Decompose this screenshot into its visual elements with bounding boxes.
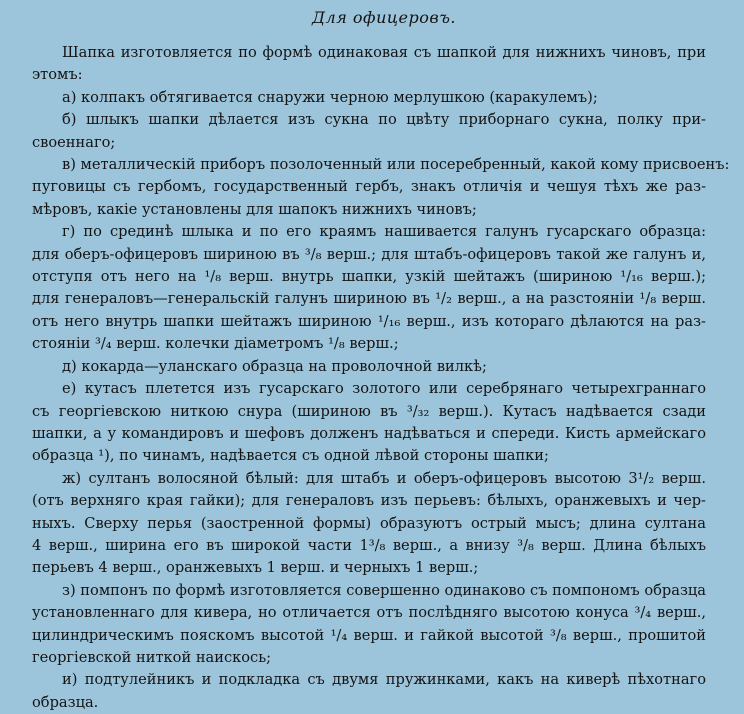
text-line: ныхъ. Сверху перья (заостренной формы) образуютъ острый мысъ; длина султана: [32, 514, 706, 532]
text-line: б) шлыкъ шапки дѣлается изъ сукна по цвѣту приборнаго сукна, полку при-: [62, 111, 706, 129]
text-line: г) по срединѣ шлыка и по его краямъ нашивается галунъ гусарскаго образца:: [62, 223, 706, 241]
text-line: в) металлическій приборъ позолоченный или посеребренный, какой кому присвоенъ:: [62, 156, 730, 174]
text-line: этомъ:: [32, 66, 83, 84]
text-line: а) колпакъ обтягивается снаружи черною мерлушкою (каракулемъ);: [62, 88, 598, 106]
text-line: стояніи ³/₄ верш. колечки діаметромъ ¹/₈ верш.;: [32, 335, 399, 353]
text-line: е) кутасъ плетется изъ гусарскаго золотого или серебрянаго четырехграннаго: [62, 380, 706, 398]
text-line: для генераловъ—генеральскій галунъ шириною въ ¹/₂ верш., а на разстояніи ¹/₈ верш.: [32, 290, 706, 308]
section-title: Для офицеровъ.: [312, 8, 456, 27]
body-text: [32, 42, 730, 714]
text-line: цилиндрическимъ пояскомъ высотой ¹/₄ верш. и гайкой высотой ³/₈ верш., прошитой: [32, 626, 706, 644]
text-line: установленнаго для кивера, но отличается отъ послѣдняго высотою конуса ³/₄ верш.,: [32, 604, 706, 622]
text-line: и) подтулейникъ и подкладка съ двумя пружинками, какъ на киверѣ пѣхотнаго: [62, 671, 706, 689]
text-line: съ георгіевскою ниткою снура (шириною въ ³/₃₂ верш.). Кутасъ надѣвается сзади: [32, 402, 706, 420]
text-line: отъ него внутрь шапки шейтажъ шириною ¹/₁₆ верш., изъ котораго дѣлаются на раз-: [32, 312, 706, 330]
text-line: образца ¹), по чинамъ, надѣвается съ одной лѣвой стороны шапки;: [32, 447, 549, 465]
text-line: д) кокарда—уланскаго образца на проволочной вилкѣ;: [62, 357, 487, 375]
text-line: 4 верш., ширина его въ широкой части 1³/₈ верш., а внизу ³/₈ верш. Длина бѣлыхъ: [32, 536, 706, 554]
text-line: мѣровъ, какіе установлены для шапокъ нижнихъ чиновъ;: [32, 200, 477, 218]
text-line: ж) султанъ волосяной бѣлый: для штабъ и оберъ-офицеровъ высотою 3¹/₂ верш.: [62, 469, 706, 487]
text-line: георгіевской ниткой наискось;: [32, 648, 272, 666]
text-line: отступя отъ него на ¹/₈ верш. внутрь шапки, узкій шейтажъ (шириною ¹/₁₆ верш.);: [32, 268, 706, 286]
text-line: перьевъ 4 верш., оранжевыхъ 1 верш. и черныхъ 1 верш.;: [32, 559, 479, 577]
text-line: шапки, а у командировъ и шефовъ долженъ надѣваться и спереди. Кисть армейскаго: [32, 424, 706, 442]
text-line: своеннаго;: [32, 133, 116, 151]
text-line: для оберъ-офицеровъ шириною въ ³/₈ верш.; для штабъ-офицеровъ такой же галунъ и,: [32, 245, 706, 263]
text-line: пуговицы съ гербомъ, государственный гербъ, знакъ отличія и чешуя тѣхъ же раз-: [32, 178, 706, 196]
text-line: з) помпонъ по формѣ изготовляется совершенно одинаково съ помпономъ образца: [62, 581, 706, 599]
text-line: образца.: [32, 693, 99, 711]
text-line: Шапка изготовляется по формѣ одинаковая съ шапкой для нижнихъ чиновъ, при: [62, 44, 706, 61]
text-line: (отъ верхняго края гайки); для генераловъ изъ перьевъ: бѣлыхъ, оранжевыхъ и чер-: [32, 492, 706, 510]
